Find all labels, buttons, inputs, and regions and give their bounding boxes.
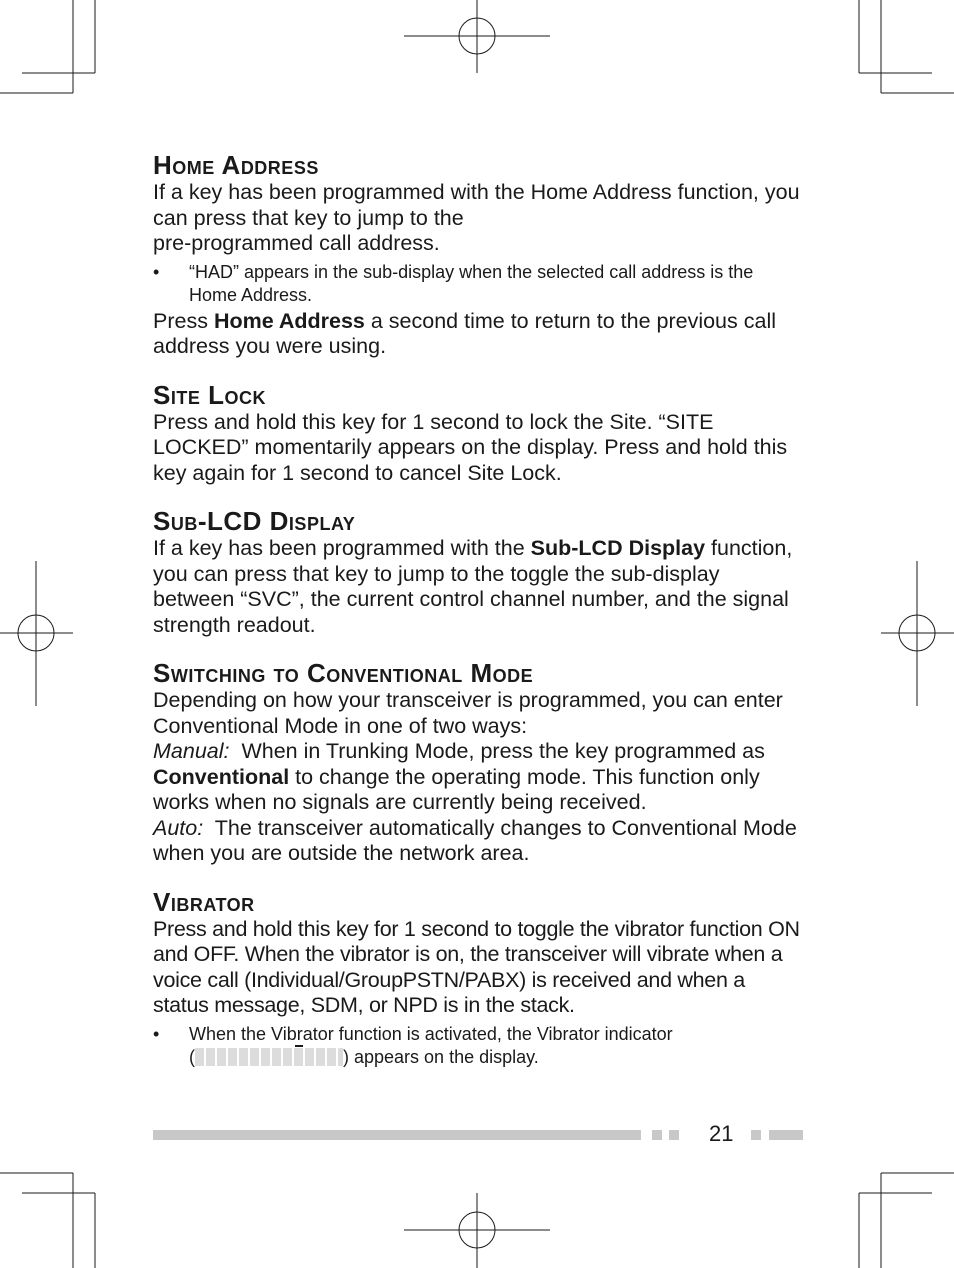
footer-square	[751, 1130, 761, 1140]
page-content	[153, 150, 803, 1089]
heading-sub-lcd-display: Sub-LCD Display	[153, 506, 356, 536]
heading-home-address: Home Address	[153, 150, 319, 180]
vibrator-note: • When the Vibrator function is activated, the Vibrator indicator ( ) appears on the display.	[153, 1023, 673, 1067]
page-number: 21	[709, 1121, 734, 1146]
vibrator-text: Press and hold this key for 1 second to toggle the vibrator function ON and OFF. When the vibrator is on, the transceiver will vibrate when a voice call (Individual/GroupPSTN/PABX) is received and when a status message, SDM, or NPD is in the stack.	[153, 916, 800, 1017]
heading-vibrator: Vibrator	[153, 886, 255, 917]
footer-square	[669, 1130, 679, 1140]
section-site-lock	[153, 380, 803, 487]
bullet-icon: •	[153, 261, 160, 282]
section-home-address	[153, 150, 803, 360]
site-lock-text: Press and hold this key for 1 second to lock the Site. “SITE LOCKED” momentarily appears on the display. Press and hold this key again for 1 second to cancel Site Lock.	[153, 409, 788, 485]
home-address-note: • “HAD” appears in the sub-display when the selected call address is the Home Address.	[153, 261, 754, 305]
sub-lcd-text: If a key has been programmed with the Sub-LCD Display function, you can press that key to jump to the toggle the sub-display between “SVC”, the current control channel number, and the signal strength readout.	[153, 536, 793, 637]
footer-square	[652, 1130, 662, 1140]
heading-site-lock: Site Lock	[153, 379, 266, 410]
section-vibrator	[153, 887, 803, 1069]
conventional-manual: Manual: When in Trunking Mode, press the key programmed as Conventional to change the operating mode. This function only works when no signals are currently being received.	[153, 739, 771, 814]
conventional-text: Depending on how your transceiver is programmed, you can enter Conventional Mode in one of two ways:	[153, 688, 783, 738]
heading-conventional-mode: Switching to Conventional Mode	[153, 658, 534, 688]
footer-bar-right	[769, 1130, 803, 1140]
section-conventional-mode	[153, 658, 803, 867]
bullet-icon: •	[153, 1023, 160, 1044]
conventional-auto: Auto: The transceiver automatically changes to Conventional Mode when you are outside the network area.	[153, 815, 803, 865]
home-address-text: If a key has been programmed with the Home Address function, you can press that key to jump to the pre-programmed call address.	[153, 180, 800, 255]
footer-bar	[153, 1130, 641, 1140]
home-address-text-2: Press Home Address a second time to return to the previous call address you were using.	[153, 308, 776, 358]
section-sub-lcd-display	[153, 506, 803, 638]
page-footer	[153, 1120, 803, 1150]
vibrator-indicator-icon	[195, 1048, 343, 1066]
